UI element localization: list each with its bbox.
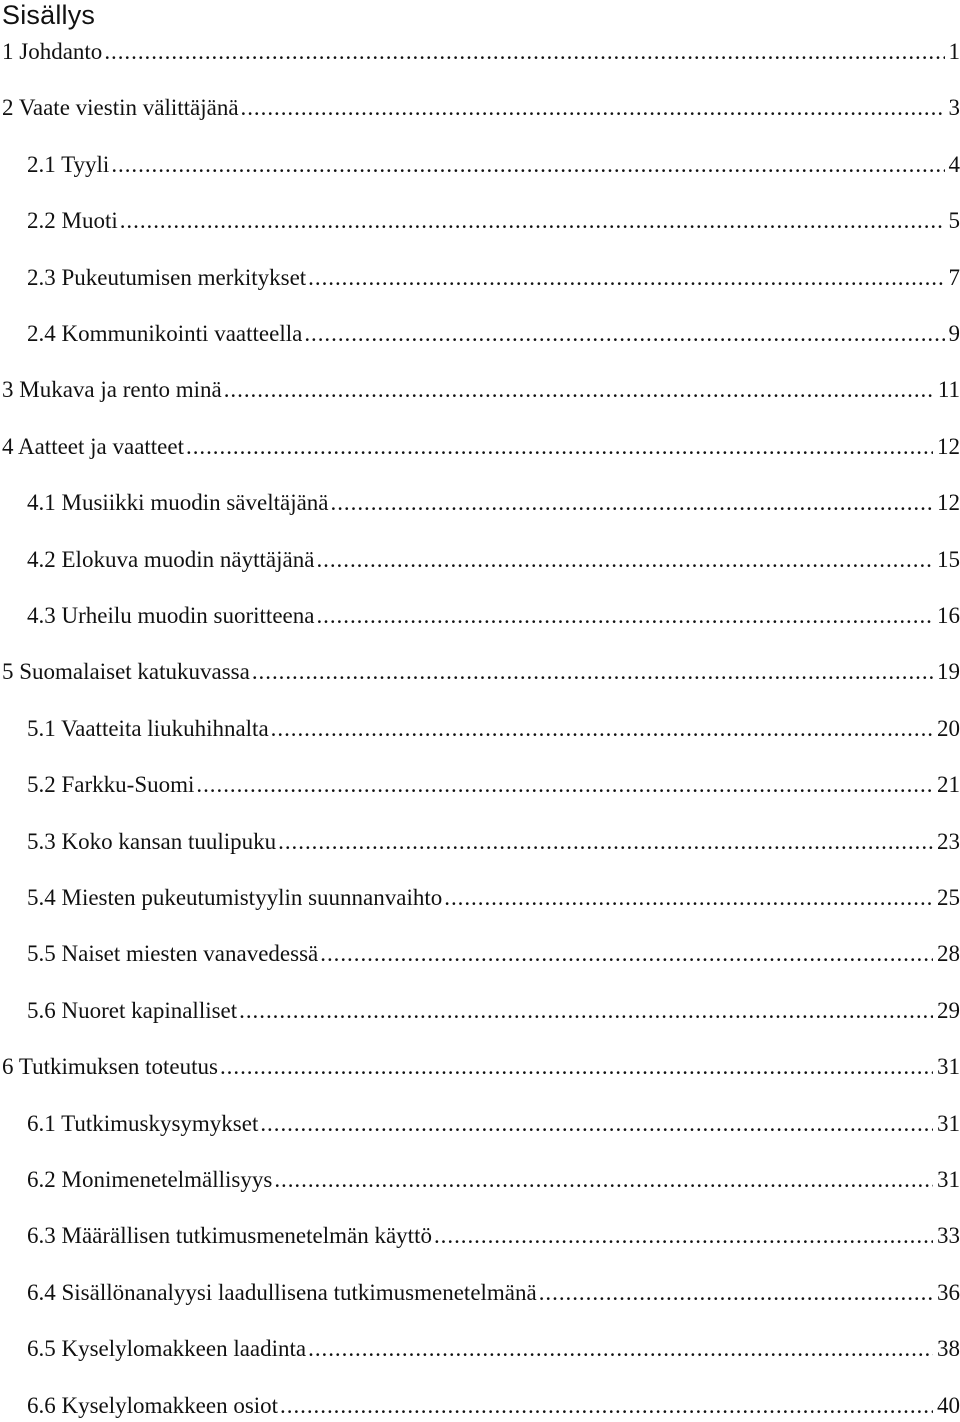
toc-entry-label: 3 Mukava ja rento minä [2, 374, 224, 406]
dot-leader [331, 487, 933, 519]
toc-entry-page: 9 [945, 318, 960, 350]
toc-entry-label: 6.2 Monimenetelmällisyys [27, 1164, 274, 1196]
toc-entry-page: 40 [933, 1390, 960, 1422]
toc-entry-page: 38 [933, 1333, 960, 1365]
toc-entry-page: 1 [945, 36, 960, 68]
toc-entry[interactable] [0, 544, 960, 576]
toc-entry[interactable] [0, 318, 960, 350]
toc-entry-label: 5.1 Vaatteita liukuhihnalta [27, 713, 271, 745]
toc-entry-label: 6.3 Määrällisen tutkimusmenetelmän käyttö [27, 1220, 434, 1252]
toc-entry-label: 2.2 Muoti [27, 205, 120, 237]
toc-entry[interactable] [0, 374, 960, 406]
toc-entry[interactable] [0, 1108, 960, 1140]
toc-entry[interactable] [0, 149, 960, 181]
toc-entry-page: 16 [933, 600, 960, 632]
dot-leader [271, 713, 933, 745]
toc-entry[interactable] [0, 995, 960, 1027]
toc-entry-label: 6.4 Sisällönanalyysi laadullisena tutkimusmenetelmänä [27, 1277, 539, 1309]
toc-entry-page: 31 [933, 1051, 960, 1083]
toc-entry-page: 5 [945, 205, 960, 237]
toc-entry-label: 5.3 Koko kansan tuulipuku [27, 826, 278, 858]
toc-entry[interactable] [0, 262, 960, 294]
toc-entry-label: 6.6 Kyselylomakkeen osiot [27, 1390, 280, 1422]
toc-entry[interactable] [0, 205, 960, 237]
toc-entry-label: 6.5 Kyselylomakkeen laadinta [27, 1333, 308, 1365]
toc-entry[interactable] [0, 1164, 960, 1196]
dot-leader [320, 938, 933, 970]
dot-leader [444, 882, 933, 914]
toc-entry[interactable] [0, 600, 960, 632]
dot-leader [278, 826, 933, 858]
toc-entry-label: 6.1 Tutkimuskysymykset [27, 1108, 260, 1140]
toc-entry[interactable] [0, 1051, 960, 1083]
toc-entry-label: 5 Suomalaiset katukuvassa [2, 656, 252, 688]
toc-entry-page: 7 [945, 262, 960, 294]
toc-entry-label: 5.5 Naiset miesten vanavedessä [27, 938, 320, 970]
toc-entry[interactable] [0, 656, 960, 688]
toc-entry-page: 31 [933, 1108, 960, 1140]
toc-entry[interactable] [0, 826, 960, 858]
toc-entry[interactable] [0, 938, 960, 970]
toc-entry-label: 4.2 Elokuva muodin näyttäjänä [27, 544, 316, 576]
dot-leader [539, 1277, 933, 1309]
dot-leader [260, 1108, 933, 1140]
toc-entry-label: 2 Vaate viestin välittäjänä [2, 92, 241, 124]
dot-leader [280, 1390, 933, 1422]
toc-entry[interactable] [0, 431, 960, 463]
dot-leader [252, 656, 933, 688]
toc-entry[interactable] [0, 1220, 960, 1252]
dot-leader [316, 600, 933, 632]
toc-entry-page: 15 [933, 544, 960, 576]
toc-entry-label: 2.1 Tyyli [27, 149, 111, 181]
toc-entry-page: 19 [933, 656, 960, 688]
toc-entry-page: 28 [933, 938, 960, 970]
toc-entry[interactable] [0, 1333, 960, 1365]
dot-leader [274, 1164, 933, 1196]
toc-entry-page: 36 [933, 1277, 960, 1309]
toc-entry[interactable] [0, 769, 960, 801]
dot-leader [104, 36, 944, 68]
toc-entry[interactable] [0, 713, 960, 745]
toc-entry-label: 4 Aatteet ja vaatteet [2, 431, 186, 463]
dot-leader [111, 149, 944, 181]
toc-entry-label: 4.1 Musiikki muodin säveltäjänä [27, 487, 331, 519]
toc-entry-page: 4 [945, 149, 960, 181]
toc-entry-page: 33 [933, 1220, 960, 1252]
toc-entry-page: 11 [934, 374, 960, 406]
dot-leader [241, 92, 945, 124]
toc-entry-page: 12 [933, 487, 960, 519]
toc-entry[interactable] [0, 487, 960, 519]
toc-entry[interactable] [0, 36, 960, 68]
toc-entry-page: 29 [933, 995, 960, 1027]
toc-entry-page: 25 [933, 882, 960, 914]
dot-leader [120, 205, 945, 237]
toc-entry-label: 1 Johdanto [2, 36, 104, 68]
toc-entry-page: 21 [933, 769, 960, 801]
page-title: Sisällys [2, 0, 95, 32]
toc-entry-label: 5.6 Nuoret kapinalliset [27, 995, 239, 1027]
toc-entry[interactable] [0, 882, 960, 914]
toc-entry-label: 2.4 Kommunikointi vaatteella [27, 318, 304, 350]
dot-leader [186, 431, 933, 463]
toc-entry-page: 3 [945, 92, 960, 124]
toc-entry-label: 2.3 Pukeutumisen merkitykset [27, 262, 308, 294]
dot-leader [220, 1051, 933, 1083]
dot-leader [308, 1333, 933, 1365]
dot-leader [316, 544, 933, 576]
toc-entry[interactable] [0, 92, 960, 124]
toc-entry[interactable] [0, 1277, 960, 1309]
toc-entry-label: 6 Tutkimuksen toteutus [2, 1051, 220, 1083]
dot-leader [434, 1220, 933, 1252]
dot-leader [239, 995, 933, 1027]
dot-leader [308, 262, 944, 294]
dot-leader [304, 318, 944, 350]
toc-entry-page: 23 [933, 826, 960, 858]
toc-entry-page: 31 [933, 1164, 960, 1196]
toc-entry-page: 20 [933, 713, 960, 745]
toc-entry[interactable] [0, 1390, 960, 1422]
dot-leader [224, 374, 934, 406]
toc-entry-label: 5.2 Farkku-Suomi [27, 769, 196, 801]
dot-leader [196, 769, 933, 801]
toc-entry-label: 4.3 Urheilu muodin suoritteena [27, 600, 316, 632]
toc-entry-page: 12 [933, 431, 960, 463]
toc-entry-label: 5.4 Miesten pukeutumistyylin suunnanvaihto [27, 882, 444, 914]
